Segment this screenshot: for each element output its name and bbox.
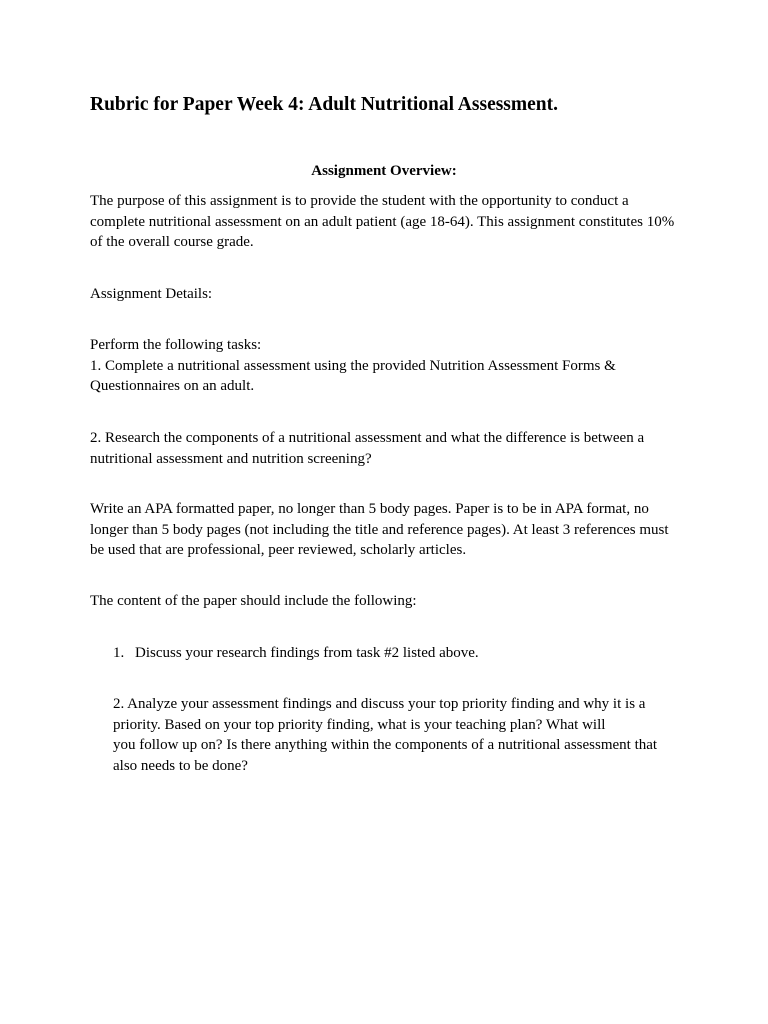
text-line: you follow up on? Is there anything within the components of a nutritional assessment that xyxy=(113,737,658,753)
document-title: Rubric for Paper Week 4: Adult Nutritional Assessment. xyxy=(90,94,559,115)
tasks-paragraph xyxy=(90,335,682,397)
purpose-paragraph xyxy=(90,191,682,253)
text-line: The purpose of this assignment is to provide the student with the opportunity to conduct a xyxy=(90,193,629,209)
text-line: nutritional assessment and nutrition screening? xyxy=(90,450,372,467)
text-line: longer than 5 body pages (not including the title and reference pages). At least 3 references must xyxy=(90,521,669,538)
text-line: also needs to be done? xyxy=(113,757,248,774)
research-paragraph xyxy=(90,428,682,469)
list-item-text: Discuss your research findings from task #2 listed above. xyxy=(135,645,479,661)
text-line: priority. Based on your top priority finding, what is your teaching plan? What will xyxy=(113,716,606,733)
list-item xyxy=(113,643,683,664)
list-item xyxy=(113,694,683,776)
apa-requirements-paragraph xyxy=(90,499,682,561)
overview-heading: Assignment Overview: xyxy=(311,163,457,179)
text-line: 1. Complete a nutritional assessment using the provided Nutrition Assessment Forms & xyxy=(90,357,616,374)
details-heading: Assignment Details: xyxy=(90,286,213,302)
text-line: of the overall course grade. xyxy=(90,234,254,250)
content-intro: The content of the paper should include the following: xyxy=(90,593,417,609)
text-line: be used that are professional, peer reviewed, scholarly articles. xyxy=(90,542,467,558)
text-line: 2. Research the components of a nutritional assessment and what the difference is between a xyxy=(90,430,645,446)
list-item-number: 1. xyxy=(113,645,125,661)
text-line: 2. Analyze your assessment findings and discuss your top priority finding and why it is a xyxy=(113,696,646,712)
text-line: Questionnaires on an adult. xyxy=(90,378,255,394)
text-line: Write an APA formatted paper, no longer than 5 body pages. Paper is to be in APA format, no xyxy=(90,501,649,517)
text-line: Perform the following tasks: xyxy=(90,337,262,353)
text-line: complete nutritional assessment on an adult patient (age 18-64). This assignment constitutes 10% xyxy=(90,213,675,230)
